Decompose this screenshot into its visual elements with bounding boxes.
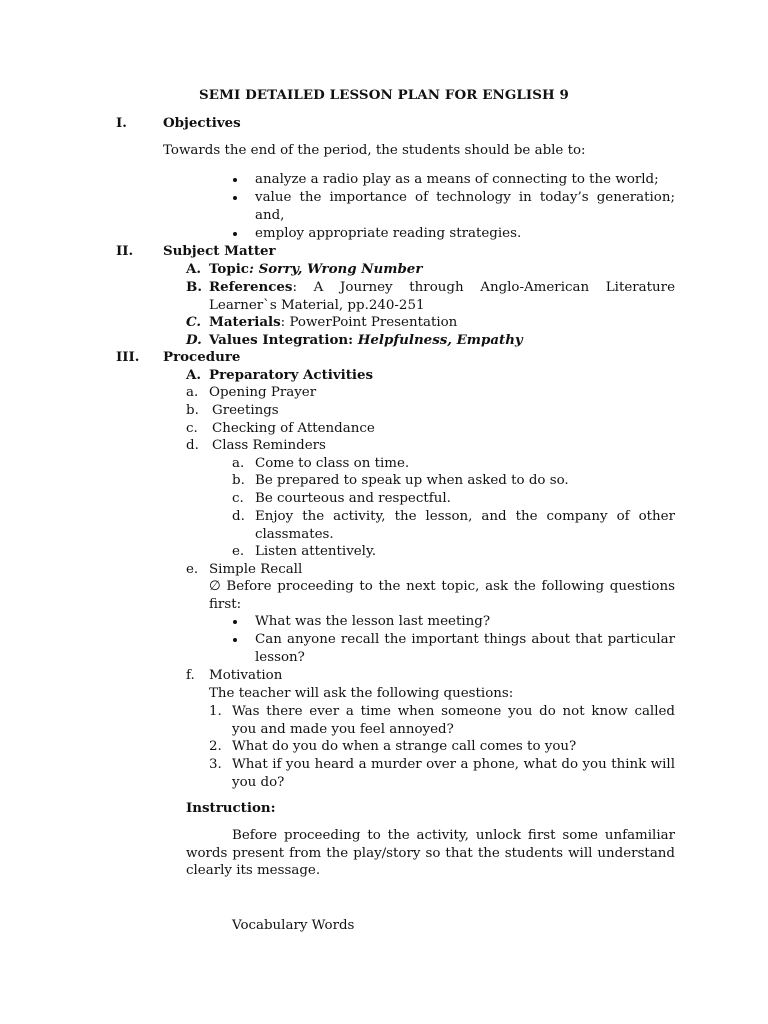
reminder-letter: e.: [232, 544, 245, 559]
activity-letter: f.: [186, 668, 195, 683]
subject-item-sep: :: [348, 332, 358, 348]
subject-item-letter: B.: [186, 279, 202, 295]
motivation-question: What do you do when a strange call comes to you?: [232, 739, 577, 754]
subject-item-label: Materials: [209, 314, 281, 330]
subject-item-value: PowerPoint Presentation: [289, 315, 458, 330]
motivation-question: Was there ever a time when someone you do not know called you and made you feel annoyed?: [232, 704, 675, 737]
subject-item-sep: :: [292, 280, 314, 295]
section-number-3: III.: [116, 349, 140, 365]
preparatory-activities-heading: Preparatory Activities: [209, 367, 374, 383]
subject-item-sep: :: [248, 261, 259, 277]
reminder-letter: d.: [232, 509, 245, 524]
activity-letter: a.: [186, 385, 199, 400]
activity-label: Greetings: [212, 403, 279, 418]
reminder-text: Be prepared to speak up when asked to do so.: [255, 473, 569, 488]
subject-item-value: Sorry, Wrong Number: [258, 261, 423, 277]
reminder-letter: b.: [232, 473, 245, 488]
motivation-question: What if you heard a murder over a phone, what do you think will you do?: [232, 757, 675, 790]
objective-item: employ appropriate reading strategies.: [255, 226, 522, 241]
reminder-text: Enjoy the activity, the lesson, and the company of other classmates.: [255, 509, 675, 542]
subject-item-references: [209, 279, 675, 314]
subject-item-label: Values Integration: [209, 332, 349, 348]
subject-item-topic: [209, 261, 675, 279]
subject-item-letter: A.: [186, 261, 202, 277]
reminder-text: Listen attentively.: [255, 544, 377, 559]
activity-label: Class Reminders: [212, 438, 326, 453]
reminder-letter: c.: [232, 491, 244, 506]
subject-item-value: A Journey through Anglo-American Literature Learner`s Material, pp.240-251: [209, 280, 675, 313]
motivation-intro: The teacher will ask the following questions:: [209, 686, 514, 701]
subject-item-values: [209, 332, 675, 350]
instruction-heading: Instruction:: [186, 800, 276, 816]
activity-letter: e.: [186, 562, 199, 577]
simple-recall-intro: ∅ Before proceeding to the next topic, ask the following questions first:: [209, 579, 675, 612]
bullet-dot: [233, 620, 237, 624]
section-number-1: I.: [116, 115, 127, 131]
subject-item-label: References: [209, 279, 293, 295]
motivation-label: Motivation: [209, 668, 283, 683]
subject-item-letter: D.: [186, 332, 202, 348]
motivation-question-number: 2.: [209, 739, 222, 754]
activity-label: Opening Prayer: [209, 385, 317, 400]
activity-letter: d.: [186, 438, 199, 453]
subject-item-value: Helpfulness, Empathy: [357, 332, 523, 348]
activity-label: Checking of Attendance: [212, 421, 375, 436]
objectives-intro: Towards the end of the period, the students should be able to:: [163, 143, 586, 158]
document-title: SEMI DETAILED LESSON PLAN FOR ENGLISH 9: [199, 87, 569, 103]
objective-item: analyze a radio play as a means of connecting to the world;: [255, 172, 659, 187]
reminder-text: Be courteous and respectful.: [255, 491, 451, 506]
recall-question: Can anyone recall the important things about that particular lesson?: [255, 632, 675, 665]
section-heading-procedure: Procedure: [163, 349, 241, 365]
section-number-2: II.: [116, 243, 134, 259]
activity-letter: c.: [186, 421, 198, 436]
subject-item-label: Topic: [209, 261, 249, 277]
section-heading-objectives: Objectives: [163, 115, 241, 131]
bullet-dot: [233, 196, 237, 200]
vocabulary-heading: Vocabulary Words: [232, 918, 355, 933]
reminder-text: Come to class on time.: [255, 456, 410, 471]
reminder-letter: a.: [232, 456, 245, 471]
procedure-sub-letter: A.: [186, 367, 202, 383]
subject-item-materials: [209, 314, 675, 332]
instruction-paragraph: Before proceeding to the activity, unlock first some unfamiliar words present from the play/story so that the students will understand clearly its message.: [186, 828, 675, 879]
recall-question: What was the lesson last meeting?: [255, 614, 491, 629]
objective-item: value the importance of technology in today’s generation; and,: [255, 190, 675, 223]
bullet-dot: [233, 178, 237, 182]
activity-letter: b.: [186, 403, 199, 418]
subject-item-sep: :: [280, 315, 290, 330]
section-heading-subject-matter: Subject Matter: [163, 243, 276, 259]
motivation-question-number: 1.: [209, 704, 222, 719]
motivation-question-number: 3.: [209, 757, 222, 772]
subject-item-letter: C.: [186, 314, 202, 330]
bullet-dot: [233, 232, 237, 236]
simple-recall-label: Simple Recall: [209, 562, 303, 577]
bullet-dot: [233, 638, 237, 642]
